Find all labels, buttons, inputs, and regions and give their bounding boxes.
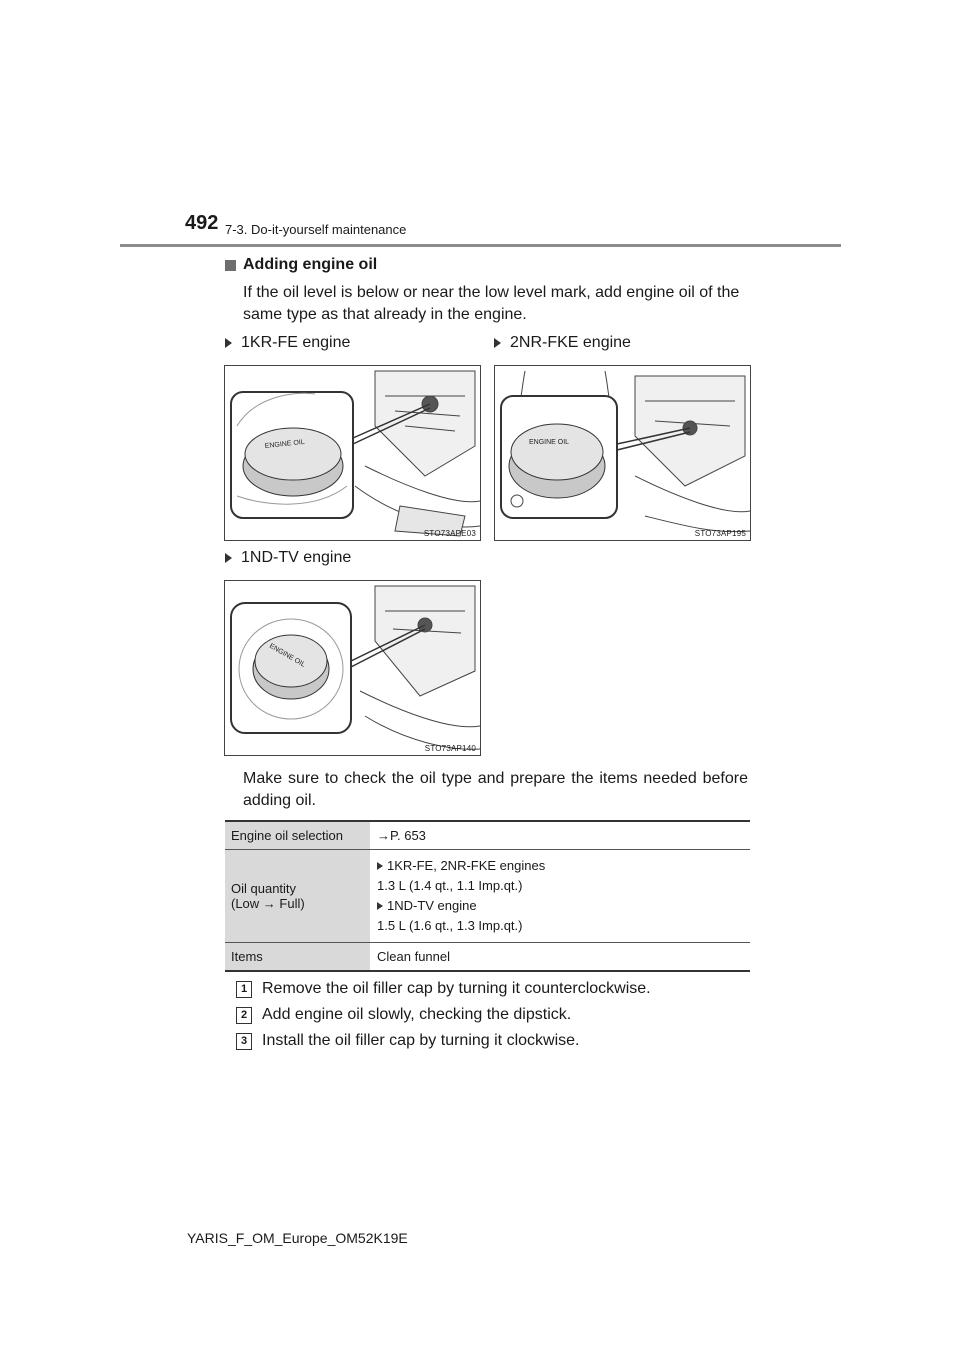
figure-caption-text: 1ND-TV engine [241,549,352,566]
step-number-badge: 3 [236,1033,252,1050]
figure-caption-1kr [225,334,350,352]
triangle-bullet-icon [225,338,232,348]
value-text: 1KR-FE, 2NR-FKE engines [387,858,546,873]
oil-spec-table [225,820,750,972]
header-divider [120,244,841,247]
cap-label: ENGINE OIL [268,642,307,669]
value-line [377,856,744,876]
document-footer: YARIS_F_OM_Europe_OM52K19E [187,1230,408,1246]
value-line [377,896,744,916]
figure-1nd-engine [224,580,481,756]
table-label-cell: Items [225,943,371,972]
figure-id: STO73AP195 [694,529,746,538]
figure-caption-text: 2NR-FKE engine [510,334,631,351]
value-line: 1.5 L (1.6 qt., 1.3 Imp.qt.) [377,918,523,933]
step-2 [236,1006,571,1024]
figure-2nr-engine [494,365,751,541]
table-row [225,850,750,943]
engine-bay-illustration [495,366,750,540]
value-line: 1.3 L (1.4 qt., 1.1 Imp.qt.) [377,878,523,893]
table-label-cell: Engine oil selection [225,821,371,850]
value-text: 1ND-TV engine [387,898,477,913]
step-number-badge: 2 [236,1007,252,1024]
step-1 [236,980,651,998]
figure-id: STO73APE03 [423,529,476,538]
label-line: (Low → Full) [231,896,305,911]
step-3 [236,1032,579,1050]
triangle-bullet-icon [225,553,232,563]
table-value-cell [371,850,751,943]
section-title: 7-3. Do-it-yourself maintenance [225,222,407,237]
triangle-bullet-icon [377,902,383,910]
table-value-cell: Clean funnel [371,943,751,972]
table-label-cell [225,850,371,943]
table-row [225,821,750,850]
page-number: 492 [185,212,219,234]
preparation-note: Make sure to check the oil type and prepare the items needed before adding oil. [243,770,748,809]
cap-label: ENGINE OIL [264,438,306,450]
table-row [225,943,750,972]
figure-caption-2nr [494,334,631,352]
label-line: Oil quantity [231,881,297,896]
cap-label: ENGINE OIL [529,439,570,446]
intro-paragraph: If the oil level is below or near the low level mark, add engine oil of the same type as that already in the engine. [243,284,740,323]
subsection-heading [225,256,377,274]
square-bullet-icon [225,260,236,271]
subsection-heading-text: Adding engine oil [243,256,378,273]
figure-1kr-engine [224,365,481,541]
triangle-bullet-icon [494,338,501,348]
table-value-cell: →P. 653 [371,821,751,850]
step-text: Remove the oil filler cap by turning it counterclockwise. [262,980,651,997]
figure-caption-1nd [225,549,351,567]
triangle-bullet-icon [377,862,383,870]
step-number-badge: 1 [236,981,252,998]
engine-bay-illustration [225,581,480,755]
engine-bay-illustration [225,366,480,540]
figure-id: STO73AP140 [424,744,476,753]
figure-caption-text: 1KR-FE engine [241,334,351,351]
step-text: Add engine oil slowly, checking the dipstick. [262,1006,572,1023]
step-text: Install the oil filler cap by turning it clockwise. [262,1032,580,1049]
